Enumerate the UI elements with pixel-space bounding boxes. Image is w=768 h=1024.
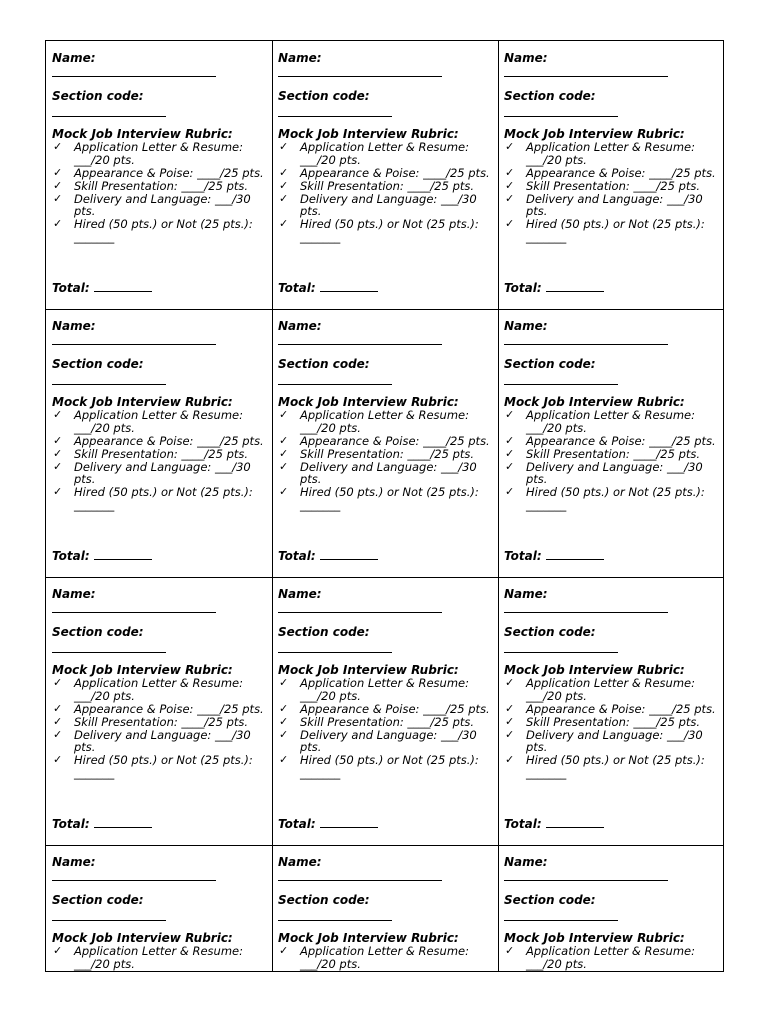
checkmark-icon: ✓ (505, 433, 515, 447)
criterion-text: Application Letter & Resume: ___/20 pts. (526, 140, 695, 167)
rubric-criterion (278, 409, 493, 434)
checkmark-icon: ✓ (53, 217, 63, 230)
checkmark-icon: ✓ (505, 485, 515, 498)
checkmark-icon: ✓ (505, 140, 515, 153)
criterion-text: Appearance & Poise: ____/25 pts. (74, 701, 264, 716)
section-code-blank-line (278, 920, 392, 921)
rubric-criterion (504, 141, 719, 166)
checkmark-icon: ✓ (53, 753, 63, 766)
rubric-criterion (52, 180, 267, 193)
rubric-title: Mock Job Interview Rubric: (278, 931, 459, 945)
rubric-criterion (278, 945, 493, 970)
total-label: Total: (52, 281, 90, 295)
checkmark-icon: ✓ (279, 446, 289, 460)
rubric-card (498, 309, 724, 577)
criterion-text: Appearance & Poise: ____/25 pts. (74, 433, 264, 448)
rubric-criterion (278, 435, 493, 448)
rubric-criterion (504, 677, 719, 702)
rubric-criterion (504, 409, 719, 434)
rubric-title: Mock Job Interview Rubric: (52, 931, 233, 945)
section-code-blank-line (278, 116, 392, 117)
criterion-text: Hired (50 pts.) or Not (25 pts.): _______ (300, 217, 479, 244)
rubric-card (46, 41, 272, 309)
checkmark-icon: ✓ (53, 191, 63, 205)
criterion-text: Application Letter & Resume: ___/20 pts. (74, 140, 243, 167)
checkmark-icon: ✓ (53, 727, 63, 741)
rubric-title: Mock Job Interview Rubric: (52, 127, 233, 141)
criterion-text: Skill Presentation: ____/25 pts. (74, 178, 249, 193)
total-label: Total: (504, 817, 542, 831)
total-label: Total: (278, 549, 316, 563)
rubric-criterion (52, 486, 267, 511)
rubric-criterion (278, 448, 493, 461)
rubric-criterion (278, 729, 493, 754)
criterion-text: Application Letter & Resume: ___/20 pts. (526, 408, 695, 435)
name-label: Name: (504, 855, 548, 869)
name-blank-line (52, 612, 216, 613)
total-blank-line (320, 549, 378, 560)
rubric-title: Mock Job Interview Rubric: (504, 395, 685, 409)
checkmark-icon: ✓ (505, 165, 515, 179)
checkmark-icon: ✓ (279, 217, 289, 230)
section-code-blank-line (52, 384, 166, 385)
rubric-title: Mock Job Interview Rubric: (52, 395, 233, 409)
checkmark-icon: ✓ (53, 459, 63, 473)
name-blank-line (504, 344, 668, 345)
name-blank-line (504, 880, 668, 881)
criterion-text: Appearance & Poise: ____/25 pts. (300, 433, 490, 448)
rubric-criterion (504, 180, 719, 193)
name-label: Name: (278, 855, 322, 869)
rubric-card (46, 309, 272, 577)
rubric-criterion (52, 448, 267, 461)
rubric-criterion (504, 945, 719, 970)
rubric-card (46, 577, 272, 845)
criterion-text: Hired (50 pts.) or Not (25 pts.): _______ (526, 217, 705, 244)
checkmark-icon: ✓ (53, 446, 63, 460)
rubric-criterion (504, 461, 719, 486)
checkmark-icon: ✓ (279, 140, 289, 153)
section-code-label: Section code: (504, 357, 596, 371)
section-code-blank-line (504, 652, 618, 653)
total-row (52, 817, 152, 831)
name-label: Name: (504, 587, 548, 601)
rubric-card-grid (45, 40, 724, 972)
criterion-text: Delivery and Language: ___/30 pts. (74, 459, 251, 486)
section-code-label: Section code: (278, 625, 370, 639)
name-blank-line (52, 76, 216, 77)
name-blank-line (278, 344, 442, 345)
rubric-criteria-list (278, 677, 493, 780)
rubric-criterion (504, 167, 719, 180)
rubric-criterion (52, 193, 267, 218)
total-row (278, 817, 378, 831)
checkmark-icon: ✓ (53, 140, 63, 153)
criterion-text: Application Letter & Resume: ___/20 pts. (300, 140, 469, 167)
total-row (504, 281, 604, 295)
name-label: Name: (52, 51, 96, 65)
criterion-text: Hired (50 pts.) or Not (25 pts.): _______ (74, 485, 253, 512)
checkmark-icon: ✓ (53, 165, 63, 179)
rubric-criterion (504, 448, 719, 461)
criterion-text: Application Letter & Resume: ___/20 pts. (300, 944, 469, 971)
name-blank-line (278, 612, 442, 613)
name-label: Name: (52, 319, 96, 333)
checkmark-icon: ✓ (505, 191, 515, 205)
checkmark-icon: ✓ (279, 676, 289, 689)
checkmark-icon: ✓ (279, 459, 289, 473)
criterion-text: Hired (50 pts.) or Not (25 pts.): _______ (526, 753, 705, 780)
checkmark-icon: ✓ (279, 701, 289, 715)
criterion-text: Application Letter & Resume: ___/20 pts. (74, 408, 243, 435)
criterion-text: Appearance & Poise: ____/25 pts. (74, 165, 264, 180)
rubric-criteria-list (278, 945, 493, 971)
criterion-text: Delivery and Language: ___/30 pts. (526, 727, 703, 754)
rubric-criterion (504, 729, 719, 754)
checkmark-icon: ✓ (505, 753, 515, 766)
rubric-title: Mock Job Interview Rubric: (504, 663, 685, 677)
criterion-text: Application Letter & Resume: ___/20 pts. (300, 408, 469, 435)
criterion-text: Delivery and Language: ___/30 pts. (74, 191, 251, 218)
rubric-criterion (52, 945, 267, 970)
total-row (52, 549, 152, 563)
checkmark-icon: ✓ (53, 701, 63, 715)
rubric-criterion (278, 218, 493, 243)
rubric-criteria-list (52, 409, 267, 512)
rubric-criterion (278, 167, 493, 180)
criterion-text: Appearance & Poise: ____/25 pts. (300, 165, 490, 180)
criterion-text: Delivery and Language: ___/30 pts. (74, 727, 251, 754)
checkmark-icon: ✓ (53, 676, 63, 689)
checkmark-icon: ✓ (279, 714, 289, 728)
rubric-criterion (504, 193, 719, 218)
rubric-criterion (52, 703, 267, 716)
section-code-label: Section code: (504, 625, 596, 639)
section-code-blank-line (278, 384, 392, 385)
checkmark-icon: ✓ (505, 944, 515, 957)
rubric-criterion (278, 193, 493, 218)
criterion-text: Skill Presentation: ____/25 pts. (526, 446, 701, 461)
checkmark-icon: ✓ (53, 178, 63, 192)
rubric-card (272, 309, 498, 577)
total-row (52, 281, 152, 295)
total-blank-line (94, 817, 152, 828)
rubric-criteria-list (504, 409, 719, 512)
name-blank-line (52, 344, 216, 345)
total-blank-line (320, 281, 378, 292)
rubric-criterion (52, 716, 267, 729)
rubric-criterion (278, 486, 493, 511)
rubric-criterion (504, 218, 719, 243)
checkmark-icon: ✓ (53, 408, 63, 421)
rubric-criteria-list (278, 409, 493, 512)
rubric-criteria-list (52, 945, 267, 971)
rubric-card (272, 41, 498, 309)
checkmark-icon: ✓ (279, 178, 289, 192)
rubric-title: Mock Job Interview Rubric: (504, 931, 685, 945)
checkmark-icon: ✓ (53, 433, 63, 447)
checkmark-icon: ✓ (505, 217, 515, 230)
checkmark-icon: ✓ (279, 753, 289, 766)
name-label: Name: (278, 319, 322, 333)
checkmark-icon: ✓ (505, 459, 515, 473)
checkmark-icon: ✓ (505, 714, 515, 728)
section-code-blank-line (52, 920, 166, 921)
section-code-blank-line (504, 920, 618, 921)
section-code-label: Section code: (278, 357, 370, 371)
name-blank-line (504, 612, 668, 613)
rubric-criterion (52, 677, 267, 702)
rubric-criterion (52, 167, 267, 180)
section-code-label: Section code: (52, 625, 144, 639)
section-code-label: Section code: (52, 89, 144, 103)
total-blank-line (546, 281, 604, 292)
checkmark-icon: ✓ (279, 485, 289, 498)
section-code-blank-line (52, 652, 166, 653)
criterion-text: Skill Presentation: ____/25 pts. (74, 714, 249, 729)
rubric-criterion (52, 435, 267, 448)
section-code-label: Section code: (504, 893, 596, 907)
total-row (278, 281, 378, 295)
total-row (278, 549, 378, 563)
name-label: Name: (278, 51, 322, 65)
criterion-text: Delivery and Language: ___/30 pts. (300, 191, 477, 218)
criterion-text: Hired (50 pts.) or Not (25 pts.): _______ (300, 753, 479, 780)
name-label: Name: (504, 51, 548, 65)
total-label: Total: (278, 817, 316, 831)
rubric-criterion (504, 435, 719, 448)
checkmark-icon: ✓ (279, 433, 289, 447)
criterion-text: Appearance & Poise: ____/25 pts. (526, 433, 716, 448)
name-label: Name: (52, 587, 96, 601)
name-label: Name: (52, 855, 96, 869)
rubric-title: Mock Job Interview Rubric: (278, 395, 459, 409)
rubric-title: Mock Job Interview Rubric: (504, 127, 685, 141)
criterion-text: Appearance & Poise: ____/25 pts. (300, 701, 490, 716)
section-code-label: Section code: (278, 89, 370, 103)
total-label: Total: (52, 549, 90, 563)
rubric-criterion (504, 486, 719, 511)
checkmark-icon: ✓ (505, 701, 515, 715)
criterion-text: Application Letter & Resume: ___/20 pts. (526, 676, 695, 703)
name-blank-line (504, 76, 668, 77)
checkmark-icon: ✓ (53, 944, 63, 957)
criterion-text: Hired (50 pts.) or Not (25 pts.): _______ (526, 485, 705, 512)
rubric-criterion (52, 754, 267, 779)
name-blank-line (278, 76, 442, 77)
rubric-criteria-list (52, 677, 267, 780)
criterion-text: Delivery and Language: ___/30 pts. (526, 459, 703, 486)
checkmark-icon: ✓ (53, 485, 63, 498)
checkmark-icon: ✓ (505, 446, 515, 460)
rubric-criterion (278, 141, 493, 166)
rubric-card (498, 41, 724, 309)
section-code-blank-line (504, 116, 618, 117)
criterion-text: Hired (50 pts.) or Not (25 pts.): _______ (300, 485, 479, 512)
criterion-text: Application Letter & Resume: ___/20 pts. (526, 944, 695, 971)
rubric-criterion (278, 703, 493, 716)
criterion-text: Skill Presentation: ____/25 pts. (526, 178, 701, 193)
criterion-text: Skill Presentation: ____/25 pts. (526, 714, 701, 729)
rubric-title: Mock Job Interview Rubric: (278, 127, 459, 141)
rubric-criterion (52, 409, 267, 434)
total-label: Total: (504, 281, 542, 295)
checkmark-icon: ✓ (279, 165, 289, 179)
checkmark-icon: ✓ (279, 727, 289, 741)
criterion-text: Appearance & Poise: ____/25 pts. (526, 165, 716, 180)
rubric-criteria-list (52, 141, 267, 244)
rubric-criterion (278, 677, 493, 702)
total-row (504, 817, 604, 831)
total-label: Total: (278, 281, 316, 295)
criterion-text: Hired (50 pts.) or Not (25 pts.): _______ (74, 753, 253, 780)
rubric-card (46, 845, 272, 972)
section-code-blank-line (278, 652, 392, 653)
criterion-text: Delivery and Language: ___/30 pts. (526, 191, 703, 218)
criterion-text: Skill Presentation: ____/25 pts. (300, 178, 475, 193)
rubric-criterion (52, 729, 267, 754)
rubric-criterion (278, 461, 493, 486)
name-blank-line (278, 880, 442, 881)
rubric-title: Mock Job Interview Rubric: (278, 663, 459, 677)
rubric-criterion (504, 754, 719, 779)
section-code-blank-line (504, 384, 618, 385)
criterion-text: Skill Presentation: ____/25 pts. (74, 446, 249, 461)
checkmark-icon: ✓ (279, 944, 289, 957)
rubric-criteria-list (504, 141, 719, 244)
rubric-card (498, 845, 724, 972)
criterion-text: Application Letter & Resume: ___/20 pts. (74, 676, 243, 703)
checkmark-icon: ✓ (505, 408, 515, 421)
rubric-criterion (52, 141, 267, 166)
total-blank-line (546, 549, 604, 560)
name-blank-line (52, 880, 216, 881)
section-code-label: Section code: (52, 357, 144, 371)
rubric-criterion (504, 703, 719, 716)
criterion-text: Skill Presentation: ____/25 pts. (300, 714, 475, 729)
rubric-criteria-list (504, 677, 719, 780)
section-code-blank-line (52, 116, 166, 117)
rubric-criterion (278, 754, 493, 779)
rubric-criterion (278, 180, 493, 193)
section-code-label: Section code: (52, 893, 144, 907)
total-blank-line (94, 549, 152, 560)
rubric-card (272, 845, 498, 972)
rubric-card (498, 577, 724, 845)
name-label: Name: (504, 319, 548, 333)
checkmark-icon: ✓ (53, 714, 63, 728)
checkmark-icon: ✓ (505, 676, 515, 689)
rubric-title: Mock Job Interview Rubric: (52, 663, 233, 677)
criterion-text: Skill Presentation: ____/25 pts. (300, 446, 475, 461)
checkmark-icon: ✓ (505, 178, 515, 192)
checkmark-icon: ✓ (505, 727, 515, 741)
rubric-criterion (52, 218, 267, 243)
checkmark-icon: ✓ (279, 408, 289, 421)
criterion-text: Application Letter & Resume: ___/20 pts. (74, 944, 243, 971)
checkmark-icon: ✓ (279, 191, 289, 205)
total-row (504, 549, 604, 563)
criterion-text: Delivery and Language: ___/30 pts. (300, 727, 477, 754)
total-blank-line (320, 817, 378, 828)
rubric-criteria-list (278, 141, 493, 244)
total-blank-line (94, 281, 152, 292)
section-code-label: Section code: (278, 893, 370, 907)
rubric-criterion (52, 461, 267, 486)
rubric-card (272, 577, 498, 845)
criterion-text: Hired (50 pts.) or Not (25 pts.): _______ (74, 217, 253, 244)
total-label: Total: (504, 549, 542, 563)
name-label: Name: (278, 587, 322, 601)
section-code-label: Section code: (504, 89, 596, 103)
rubric-criteria-list (504, 945, 719, 971)
total-label: Total: (52, 817, 90, 831)
total-blank-line (546, 817, 604, 828)
rubric-criterion (504, 716, 719, 729)
criterion-text: Delivery and Language: ___/30 pts. (300, 459, 477, 486)
criterion-text: Application Letter & Resume: ___/20 pts. (300, 676, 469, 703)
criterion-text: Appearance & Poise: ____/25 pts. (526, 701, 716, 716)
rubric-criterion (278, 716, 493, 729)
